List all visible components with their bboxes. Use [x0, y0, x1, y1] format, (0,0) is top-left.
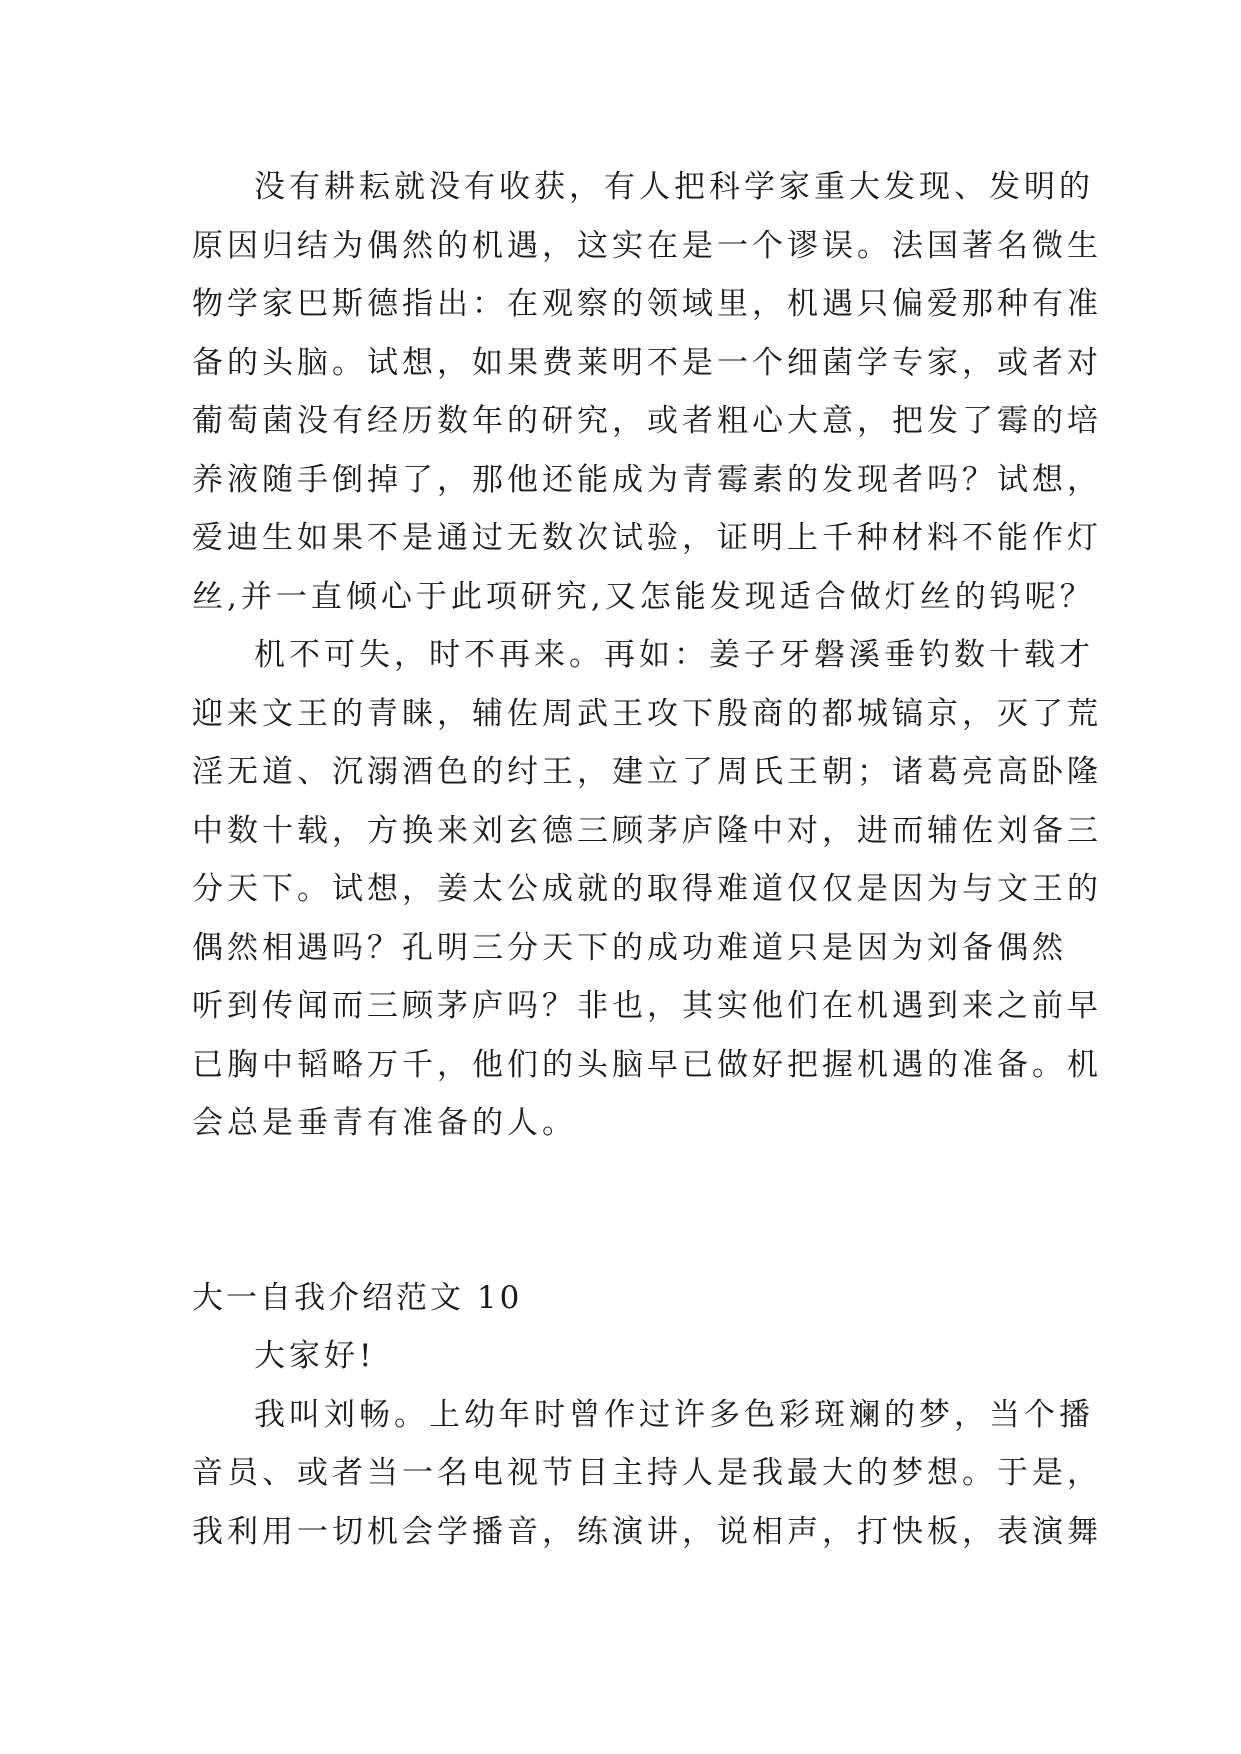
text-line: 原因归结为偶然的机遇，这实在是一个谬误。法国著名微生	[192, 227, 1102, 264]
text-line: 会总是垂青有准备的人。	[192, 1105, 577, 1141]
paragraph-self-intro	[192, 1386, 1102, 1562]
text-line: 听到传闻而三顾茅庐吗？非也，其实他们在机遇到来之前早	[192, 988, 1102, 1024]
text-line: 我叫刘畅。上幼年时曾作过许多色彩斑斓的梦，当个播	[254, 1396, 1094, 1433]
text-line: 机不可失，时不再来。再如：姜子牙磐溪垂钓数十载才	[254, 637, 1094, 673]
text-line: 备的头脑。试想，如果费莱明不是一个细菌学专家，或者对	[192, 344, 1102, 381]
text-line: 中数十载，方换来刘玄德三顾茅庐隆中对，进而辅佐刘备三	[192, 812, 1102, 849]
text-line: 大家好!	[254, 1338, 376, 1374]
paragraph-greeting	[192, 1327, 1052, 1386]
text-line: 淫无道、沉溺酒色的纣王，建立了周氏王朝；诸葛亮高卧隆	[192, 754, 1102, 790]
text-line: 我利用一切机会学播音，练演讲，说相声，打快板，表演舞	[192, 1513, 1102, 1550]
section-heading	[192, 1269, 1052, 1328]
text-line: 偶然相遇吗？孔明三分天下的成功难道只是因为刘备偶然	[192, 929, 1067, 966]
section-gap	[192, 1153, 1052, 1269]
text-line: 音员、或者当一名电视节目主持人是我最大的梦想。于是，	[192, 1455, 1102, 1491]
text-line: 没有耕耘就没有收获，有人把科学家重大发现、发明的	[254, 169, 1094, 205]
document-body	[192, 158, 1102, 1561]
text-line: 已胸中韬略万千，他们的头脑早已做好把握机遇的准备。机	[192, 1046, 1102, 1083]
text-line: 分天下。试想，姜太公成就的取得难道仅仅是因为与文王的	[192, 871, 1102, 907]
text-line: 物学家巴斯德指出：在观察的领域里，机遇只偏爱那种有准	[192, 286, 1102, 322]
paragraph-opportunity	[192, 626, 1102, 1153]
text-line: 葡萄菌没有经历数年的研究，或者粗心大意，把发了霉的培	[192, 403, 1102, 439]
paragraph-science-discovery	[192, 158, 1102, 626]
section-heading-text: 大一自我介绍范文 10	[192, 1279, 523, 1316]
text-line: 养液随手倒掉了，那他还能成为青霉素的发现者吗？试想，	[192, 461, 1102, 498]
text-line: 丝,并一直倾心于此项研究,又怎能发现适合做灯丝的钨呢？	[192, 578, 1095, 615]
text-line: 爱迪生如果不是通过无数次试验，证明上千种材料不能作灯	[192, 520, 1102, 556]
text-line: 迎来文王的青睐，辅佐周武王攻下殷商的都城镐京，灭了荒	[192, 695, 1102, 732]
